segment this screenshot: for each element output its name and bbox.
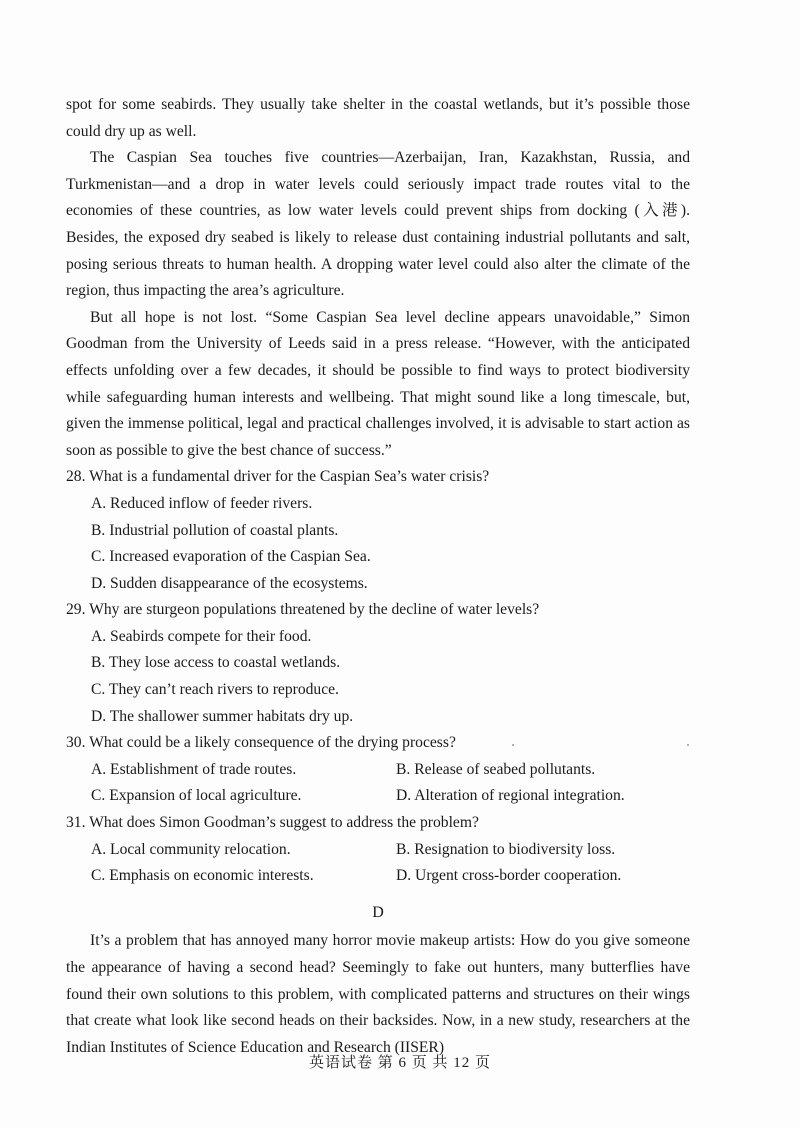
question-28-stem: 28. What is a fundamental driver for the Caspian Sea’s water crisis? — [66, 468, 490, 486]
question-29-stem: 29. Why are sturgeon populations threatened by the decline of water levels? — [66, 601, 540, 619]
question-31-option-c: C. Emphasis on economic interests. — [91, 867, 314, 885]
question-30 — [66, 730, 690, 810]
question-30-option-c: C. Expansion of local agriculture. — [91, 787, 302, 805]
scan-speck — [687, 744, 689, 746]
question-30-stem: 30. What could be a likely consequence of the drying process? — [66, 734, 456, 752]
question-30-option-d: D. Alteration of regional integration. — [396, 787, 625, 805]
question-31-option-a: A. Local community relocation. — [91, 840, 291, 858]
question-28-options — [66, 491, 690, 597]
question-31-stem: 31. What does Simon Goodman’s suggest to address the problem? — [66, 814, 479, 832]
question-31-option-b: B. Resignation to biodiversity loss. — [396, 840, 616, 858]
question-29-options — [66, 624, 690, 730]
question-28-option-d: D. Sudden disappearance of the ecosystems. — [91, 574, 368, 592]
passage-c-paragraph-2: The Caspian Sea touches five countries—Azerbaijan, Iran, Kazakhstan, Russia, and Turkmenistan—and a drop in water levels could seriously impact trade routes vital to the economies of these countries, as low water levels could prevent ships from docking (入港). Besides, the exposed dry seabed is likely to release dust containing industrial pollutants and salt, posing serious threats to human health. A dropping water level could also alter the climate of the region, thus impacting the area’s agriculture. — [66, 149, 690, 300]
question-28-option-a: A. Reduced inflow of feeder rivers. — [91, 494, 313, 512]
question-29-option-d: D. The shallower summer habitats dry up. — [91, 707, 354, 725]
scan-speck — [512, 744, 514, 746]
question-30-option-a: A. Establishment of trade routes. — [91, 760, 297, 778]
page-content — [66, 92, 690, 1061]
question-30-options — [66, 757, 690, 810]
question-31-option-d: D. Urgent cross-border cooperation. — [396, 867, 622, 885]
question-28-option-c: C. Increased evaporation of the Caspian Sea. — [91, 548, 371, 566]
question-29-option-c: C. They can’t reach rivers to reproduce. — [91, 681, 339, 699]
question-28 — [66, 464, 690, 597]
question-29-option-a: A. Seabirds compete for their food. — [91, 627, 312, 645]
question-28-option-b: B. Industrial pollution of coastal plants. — [91, 521, 339, 539]
passage-c-paragraph-3: But all hope is not lost. “Some Caspian Sea level decline appears unavoidable,” Simon Goodman from the University of Leeds said in a press release. “However, with the anticipated effects unfolding over a few decades, it should be possible to find ways to protect biodiversity while safeguarding human interests and wellbeing. That might sound like a long timescale, but, given the immense political, legal and practical challenges involved, it is advisable to start action as soon as possible to give the best chance of success.” — [66, 308, 690, 459]
question-29-option-b: B. They lose access to coastal wetlands. — [91, 654, 341, 672]
question-31-options — [66, 837, 690, 890]
passage-c-paragraph-1: spot for some seabirds. They usually take shelter in the coastal wetlands, but it’s possible those could dry up as well. — [66, 96, 690, 140]
passage-d-paragraph-1: It’s a problem that has annoyed many horror movie makeup artists: How do you give someone the appearance of having a second head? Seemingly to fake out hunters, many butterflies have found their own solutions to this problem, with complicated patterns and structures on their wings that create what look like second heads on their backsides. Now, in a new study, researchers at the Indian Institutes of Science Education and Research (IISER) — [66, 932, 690, 1056]
question-29 — [66, 597, 690, 730]
question-30-option-b: B. Release of seabed pollutants. — [396, 760, 596, 778]
section-d-heading: D — [372, 903, 384, 921]
page-footer: 英语试卷 第 6 页 共 12 页 — [308, 1055, 491, 1071]
question-31 — [66, 810, 690, 890]
